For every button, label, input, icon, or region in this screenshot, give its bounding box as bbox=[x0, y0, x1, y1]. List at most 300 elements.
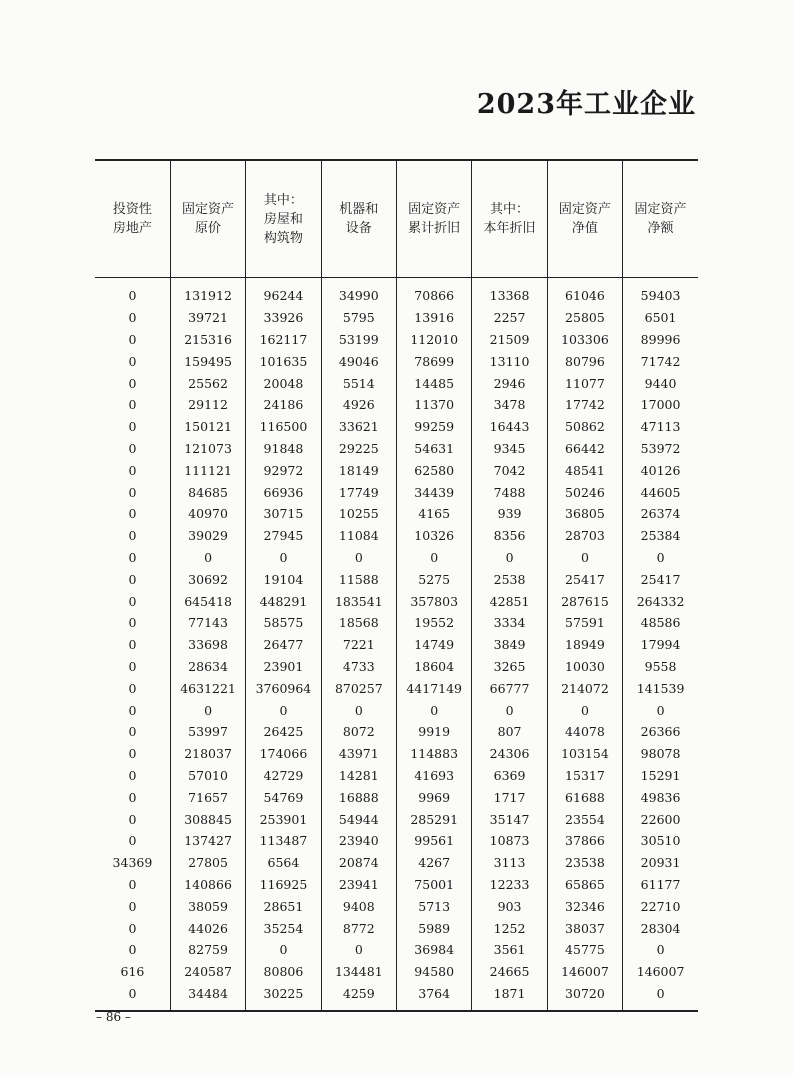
table-cell: 30510 bbox=[623, 830, 698, 852]
table-cell: 4631221 bbox=[170, 677, 245, 699]
table-row bbox=[95, 743, 698, 765]
table-cell: 29112 bbox=[170, 394, 245, 416]
column-header bbox=[623, 161, 698, 278]
table-cell: 0 bbox=[128, 811, 137, 827]
table-cell: 54769 bbox=[246, 786, 321, 808]
table-cell: 0 bbox=[128, 288, 137, 304]
table-cell: 43971 bbox=[321, 743, 396, 765]
table-cell: 14485 bbox=[397, 372, 472, 394]
table-cell: 11588 bbox=[321, 568, 396, 590]
table-cell: 9919 bbox=[397, 721, 472, 743]
table-cell: 33926 bbox=[246, 307, 321, 329]
table-cell: 0 bbox=[128, 746, 137, 762]
table-cell: 3478 bbox=[472, 394, 547, 416]
table-cell: 0 bbox=[128, 331, 137, 347]
table-cell: 27945 bbox=[246, 525, 321, 547]
table-cell: 0 bbox=[321, 547, 396, 569]
table-cell: 19104 bbox=[246, 568, 321, 590]
table-row bbox=[95, 459, 698, 481]
table-cell: 285291 bbox=[397, 808, 472, 830]
table-cell: 84685 bbox=[170, 481, 245, 503]
table-cell: 0 bbox=[128, 789, 137, 805]
column-header-line: 机器和 bbox=[339, 202, 379, 217]
table-cell: 66936 bbox=[246, 481, 321, 503]
table-cell: 0 bbox=[623, 983, 698, 1011]
column-header bbox=[246, 161, 321, 278]
table-cell: 0 bbox=[128, 419, 137, 435]
column-header-line: 固定资产 bbox=[558, 202, 611, 217]
table-cell: 0 bbox=[321, 939, 396, 961]
table-cell: 159495 bbox=[170, 350, 245, 372]
table-cell: 0 bbox=[472, 547, 547, 569]
table-cell: 61688 bbox=[547, 786, 622, 808]
table-cell: 18604 bbox=[397, 656, 472, 678]
table-cell: 96244 bbox=[246, 278, 321, 307]
table-cell: 75001 bbox=[397, 874, 472, 896]
table-cell: 18949 bbox=[547, 634, 622, 656]
table-cell: 5989 bbox=[397, 917, 472, 939]
table-cell: 23940 bbox=[321, 830, 396, 852]
table-cell: 112010 bbox=[397, 329, 472, 351]
table-cell: 6369 bbox=[472, 765, 547, 787]
table-cell: 17000 bbox=[623, 394, 698, 416]
table-cell: 29225 bbox=[321, 438, 396, 460]
table-cell: 30225 bbox=[246, 983, 321, 1011]
column-header-line: 本年折旧 bbox=[483, 221, 536, 236]
table-cell: 0 bbox=[170, 699, 245, 721]
table-cell: 0 bbox=[128, 637, 137, 653]
table-header-row bbox=[95, 161, 698, 278]
table-cell: 20931 bbox=[623, 852, 698, 874]
table-cell: 17994 bbox=[623, 634, 698, 656]
table-cell: 25384 bbox=[623, 525, 698, 547]
table-cell: 10326 bbox=[397, 525, 472, 547]
table-cell: 53199 bbox=[321, 329, 396, 351]
column-header bbox=[547, 161, 622, 278]
table-cell: 58575 bbox=[246, 612, 321, 634]
table-cell: 0 bbox=[128, 353, 137, 369]
table-row bbox=[95, 372, 698, 394]
table-row bbox=[95, 917, 698, 939]
column-header-line: 净值 bbox=[571, 221, 598, 236]
data-table-container bbox=[95, 159, 698, 1012]
table-cell: 0 bbox=[128, 440, 137, 456]
table-cell: 240587 bbox=[170, 961, 245, 983]
table-cell: 1252 bbox=[472, 917, 547, 939]
table-cell: 30692 bbox=[170, 568, 245, 590]
table-cell: 131912 bbox=[170, 278, 245, 307]
table-cell: 11077 bbox=[547, 372, 622, 394]
table-cell: 0 bbox=[128, 549, 137, 565]
table-row bbox=[95, 481, 698, 503]
table-body bbox=[95, 278, 698, 1011]
table-cell: 111121 bbox=[170, 459, 245, 481]
table-cell: 14749 bbox=[397, 634, 472, 656]
table-cell: 11084 bbox=[321, 525, 396, 547]
table-cell: 113487 bbox=[246, 830, 321, 852]
table-cell: 0 bbox=[128, 833, 137, 849]
table-cell: 357803 bbox=[397, 590, 472, 612]
table-cell: 0 bbox=[128, 615, 137, 631]
table-cell: 214072 bbox=[547, 677, 622, 699]
table-cell: 42851 bbox=[472, 590, 547, 612]
table-cell: 26366 bbox=[623, 721, 698, 743]
page-number: – 86 – bbox=[96, 1010, 131, 1024]
table-cell: 0 bbox=[472, 699, 547, 721]
table-cell: 0 bbox=[128, 680, 137, 696]
table-cell: 34369 bbox=[112, 855, 153, 871]
column-header-line: 累计折旧 bbox=[408, 221, 461, 236]
table-cell: 25805 bbox=[547, 307, 622, 329]
table-cell: 92972 bbox=[246, 459, 321, 481]
table-cell: 0 bbox=[547, 547, 622, 569]
table-cell: 0 bbox=[128, 767, 137, 783]
table-cell: 2257 bbox=[472, 307, 547, 329]
table-cell: 6564 bbox=[246, 852, 321, 874]
table-cell: 77143 bbox=[170, 612, 245, 634]
table-cell: 20048 bbox=[246, 372, 321, 394]
table-cell: 35147 bbox=[472, 808, 547, 830]
table-cell: 35254 bbox=[246, 917, 321, 939]
table-cell: 62580 bbox=[397, 459, 472, 481]
table-cell: 99259 bbox=[397, 416, 472, 438]
table-cell: 174066 bbox=[246, 743, 321, 765]
table-cell: 3113 bbox=[472, 852, 547, 874]
table-cell: 162117 bbox=[246, 329, 321, 351]
table-cell: 0 bbox=[128, 397, 137, 413]
table-cell: 54944 bbox=[321, 808, 396, 830]
table-cell: 20874 bbox=[321, 852, 396, 874]
table-cell: 57010 bbox=[170, 765, 245, 787]
table-cell: 71657 bbox=[170, 786, 245, 808]
table-cell: 0 bbox=[246, 547, 321, 569]
table-cell: 10873 bbox=[472, 830, 547, 852]
table-cell: 5713 bbox=[397, 895, 472, 917]
table-cell: 1871 bbox=[472, 983, 547, 1011]
table-cell: 23941 bbox=[321, 874, 396, 896]
column-header-line: 房地产 bbox=[112, 221, 152, 236]
table-cell: 23538 bbox=[547, 852, 622, 874]
table-cell: 49046 bbox=[321, 350, 396, 372]
table-cell: 4267 bbox=[397, 852, 472, 874]
table-cell: 30720 bbox=[547, 983, 622, 1011]
table-cell: 218037 bbox=[170, 743, 245, 765]
column-header bbox=[170, 161, 245, 278]
table-cell: 50246 bbox=[547, 481, 622, 503]
table-cell: 3561 bbox=[472, 939, 547, 961]
table-cell: 36805 bbox=[547, 503, 622, 525]
table-cell: 34484 bbox=[170, 983, 245, 1011]
table-cell: 26374 bbox=[623, 503, 698, 525]
table-cell: 18568 bbox=[321, 612, 396, 634]
table-cell: 23554 bbox=[547, 808, 622, 830]
table-cell: 59403 bbox=[623, 278, 698, 307]
table-cell: 4926 bbox=[321, 394, 396, 416]
table-cell: 41693 bbox=[397, 765, 472, 787]
table-cell: 121073 bbox=[170, 438, 245, 460]
table-cell: 15291 bbox=[623, 765, 698, 787]
table-cell: 22710 bbox=[623, 895, 698, 917]
table-cell: 21509 bbox=[472, 329, 547, 351]
table-cell: 0 bbox=[128, 528, 137, 544]
table-row bbox=[95, 438, 698, 460]
table-cell: 13368 bbox=[472, 278, 547, 307]
table-cell: 32346 bbox=[547, 895, 622, 917]
table-row bbox=[95, 416, 698, 438]
table-cell: 4733 bbox=[321, 656, 396, 678]
column-header-line: 其中： bbox=[490, 202, 530, 217]
table-cell: 5795 bbox=[321, 307, 396, 329]
table-row bbox=[95, 525, 698, 547]
data-table bbox=[95, 161, 698, 1010]
table-row bbox=[95, 961, 698, 983]
column-header-line: 原价 bbox=[195, 221, 222, 236]
table-cell: 939 bbox=[472, 503, 547, 525]
table-cell: 80796 bbox=[547, 350, 622, 372]
column-header bbox=[95, 161, 170, 278]
table-cell: 17749 bbox=[321, 481, 396, 503]
table-cell: 71742 bbox=[623, 350, 698, 372]
table-cell: 25417 bbox=[547, 568, 622, 590]
table-row bbox=[95, 830, 698, 852]
table-cell: 140866 bbox=[170, 874, 245, 896]
table-row bbox=[95, 329, 698, 351]
table-cell: 146007 bbox=[547, 961, 622, 983]
table-cell: 49836 bbox=[623, 786, 698, 808]
table-cell: 78699 bbox=[397, 350, 472, 372]
table-cell: 57591 bbox=[547, 612, 622, 634]
column-header-line: 房屋和 bbox=[263, 211, 303, 227]
table-cell: 0 bbox=[128, 702, 137, 718]
table-cell: 47113 bbox=[623, 416, 698, 438]
table-cell: 0 bbox=[128, 375, 137, 391]
table-row bbox=[95, 874, 698, 896]
table-cell: 1717 bbox=[472, 786, 547, 808]
table-cell: 8356 bbox=[472, 525, 547, 547]
table-cell: 25562 bbox=[170, 372, 245, 394]
table-cell: 264332 bbox=[623, 590, 698, 612]
table-cell: 70866 bbox=[397, 278, 472, 307]
column-header bbox=[472, 161, 547, 278]
table-cell: 24186 bbox=[246, 394, 321, 416]
table-cell: 53997 bbox=[170, 721, 245, 743]
table-cell: 44605 bbox=[623, 481, 698, 503]
table-cell: 8772 bbox=[321, 917, 396, 939]
table-row bbox=[95, 656, 698, 678]
table-cell: 114883 bbox=[397, 743, 472, 765]
table-cell: 616 bbox=[120, 964, 145, 980]
table-row bbox=[95, 278, 698, 307]
table-cell: 50862 bbox=[547, 416, 622, 438]
table-cell: 215316 bbox=[170, 329, 245, 351]
table-cell: 9408 bbox=[321, 895, 396, 917]
table-row bbox=[95, 786, 698, 808]
table-cell: 103154 bbox=[547, 743, 622, 765]
table-cell: 0 bbox=[128, 506, 137, 522]
table-cell: 40970 bbox=[170, 503, 245, 525]
table-cell: 48541 bbox=[547, 459, 622, 481]
table-cell: 15317 bbox=[547, 765, 622, 787]
table-cell: 19552 bbox=[397, 612, 472, 634]
table-cell: 3334 bbox=[472, 612, 547, 634]
table-cell: 45775 bbox=[547, 939, 622, 961]
table-cell: 3849 bbox=[472, 634, 547, 656]
table-cell: 903 bbox=[472, 895, 547, 917]
table-cell: 38059 bbox=[170, 895, 245, 917]
table-cell: 13110 bbox=[472, 350, 547, 372]
table-cell: 101635 bbox=[246, 350, 321, 372]
table-cell: 25417 bbox=[623, 568, 698, 590]
table-cell: 28651 bbox=[246, 895, 321, 917]
table-cell: 3760964 bbox=[246, 677, 321, 699]
column-header-line: 构筑物 bbox=[263, 230, 303, 246]
table-cell: 39721 bbox=[170, 307, 245, 329]
table-row bbox=[95, 634, 698, 656]
table-row bbox=[95, 307, 698, 329]
table-cell: 10255 bbox=[321, 503, 396, 525]
column-header bbox=[397, 161, 472, 278]
table-cell: 34439 bbox=[397, 481, 472, 503]
table-cell: 94580 bbox=[397, 961, 472, 983]
table-cell: 40126 bbox=[623, 459, 698, 481]
table-cell: 33698 bbox=[170, 634, 245, 656]
table-cell: 5514 bbox=[321, 372, 396, 394]
table-cell: 287615 bbox=[547, 590, 622, 612]
table-row bbox=[95, 852, 698, 874]
table-cell: 103306 bbox=[547, 329, 622, 351]
table-row bbox=[95, 808, 698, 830]
table-cell: 0 bbox=[128, 593, 137, 609]
table-row bbox=[95, 699, 698, 721]
table-cell: 17742 bbox=[547, 394, 622, 416]
table-cell: 0 bbox=[128, 484, 137, 500]
column-header-line: 固定资产 bbox=[408, 202, 461, 217]
table-cell: 0 bbox=[128, 920, 137, 936]
column-header-line: 净额 bbox=[647, 221, 674, 236]
table-cell: 5275 bbox=[397, 568, 472, 590]
table-cell: 0 bbox=[623, 939, 698, 961]
table-cell: 26425 bbox=[246, 721, 321, 743]
table-cell: 33621 bbox=[321, 416, 396, 438]
table-cell: 141539 bbox=[623, 677, 698, 699]
table-cell: 28703 bbox=[547, 525, 622, 547]
table-cell: 448291 bbox=[246, 590, 321, 612]
table-cell: 26477 bbox=[246, 634, 321, 656]
table-cell: 22600 bbox=[623, 808, 698, 830]
table-cell: 10030 bbox=[547, 656, 622, 678]
table-cell: 645418 bbox=[170, 590, 245, 612]
table-cell: 28304 bbox=[623, 917, 698, 939]
page-title: 2023年工业企业 bbox=[476, 89, 696, 120]
table-cell: 0 bbox=[128, 310, 137, 326]
table-cell: 34990 bbox=[321, 278, 396, 307]
table-cell: 27805 bbox=[170, 852, 245, 874]
table-cell: 3265 bbox=[472, 656, 547, 678]
table-cell: 44078 bbox=[547, 721, 622, 743]
table-cell: 146007 bbox=[623, 961, 698, 983]
table-cell: 99561 bbox=[397, 830, 472, 852]
table-cell: 0 bbox=[246, 699, 321, 721]
table-cell: 0 bbox=[128, 985, 137, 1001]
table-cell: 134481 bbox=[321, 961, 396, 983]
table-cell: 30715 bbox=[246, 503, 321, 525]
table-cell: 2538 bbox=[472, 568, 547, 590]
table-row bbox=[95, 765, 698, 787]
table-cell: 66777 bbox=[472, 677, 547, 699]
table-row bbox=[95, 350, 698, 372]
table-cell: 0 bbox=[128, 571, 137, 587]
table-cell: 44026 bbox=[170, 917, 245, 939]
table-cell: 89996 bbox=[623, 329, 698, 351]
table-cell: 65865 bbox=[547, 874, 622, 896]
table-row bbox=[95, 939, 698, 961]
table-cell: 308845 bbox=[170, 808, 245, 830]
column-header-line: 固定资产 bbox=[182, 202, 235, 217]
table-cell: 98078 bbox=[623, 743, 698, 765]
table-cell: 0 bbox=[170, 547, 245, 569]
table-cell: 9969 bbox=[397, 786, 472, 808]
table-cell: 16888 bbox=[321, 786, 396, 808]
table-cell: 9558 bbox=[623, 656, 698, 678]
table-cell: 2946 bbox=[472, 372, 547, 394]
table-cell: 7042 bbox=[472, 459, 547, 481]
table-cell: 7488 bbox=[472, 481, 547, 503]
table-row bbox=[95, 590, 698, 612]
column-header-line: 固定资产 bbox=[634, 202, 687, 217]
table-cell: 0 bbox=[128, 942, 137, 958]
table-cell: 0 bbox=[128, 898, 137, 914]
column-header-line: 投资性 bbox=[112, 202, 152, 217]
column-header-line: 设备 bbox=[345, 221, 372, 236]
table-cell: 0 bbox=[547, 699, 622, 721]
table-cell: 4165 bbox=[397, 503, 472, 525]
table-cell: 0 bbox=[128, 462, 137, 478]
table-row bbox=[95, 547, 698, 569]
column-header bbox=[321, 161, 396, 278]
table-row bbox=[95, 568, 698, 590]
table-cell: 48586 bbox=[623, 612, 698, 634]
table-cell: 4417149 bbox=[397, 677, 472, 699]
table-cell: 42729 bbox=[246, 765, 321, 787]
table-cell: 807 bbox=[472, 721, 547, 743]
table-cell: 61046 bbox=[547, 278, 622, 307]
table-bottom-rule bbox=[95, 1010, 698, 1012]
table-cell: 0 bbox=[128, 876, 137, 892]
table-row bbox=[95, 503, 698, 525]
table-cell: 150121 bbox=[170, 416, 245, 438]
table-cell: 4259 bbox=[321, 983, 396, 1011]
table-cell: 11370 bbox=[397, 394, 472, 416]
table-cell: 3764 bbox=[397, 983, 472, 1011]
table-cell: 39029 bbox=[170, 525, 245, 547]
table-cell: 23901 bbox=[246, 656, 321, 678]
table-cell: 0 bbox=[397, 547, 472, 569]
table-cell: 9345 bbox=[472, 438, 547, 460]
table-cell: 53972 bbox=[623, 438, 698, 460]
table-cell: 0 bbox=[128, 724, 137, 740]
table-row bbox=[95, 721, 698, 743]
table-cell: 0 bbox=[623, 547, 698, 569]
table-cell: 0 bbox=[321, 699, 396, 721]
table-cell: 0 bbox=[246, 939, 321, 961]
table-cell: 28634 bbox=[170, 656, 245, 678]
table-cell: 7221 bbox=[321, 634, 396, 656]
table-cell: 6501 bbox=[623, 307, 698, 329]
table-cell: 80806 bbox=[246, 961, 321, 983]
table-cell: 116500 bbox=[246, 416, 321, 438]
table-cell: 8072 bbox=[321, 721, 396, 743]
table-cell: 0 bbox=[128, 658, 137, 674]
